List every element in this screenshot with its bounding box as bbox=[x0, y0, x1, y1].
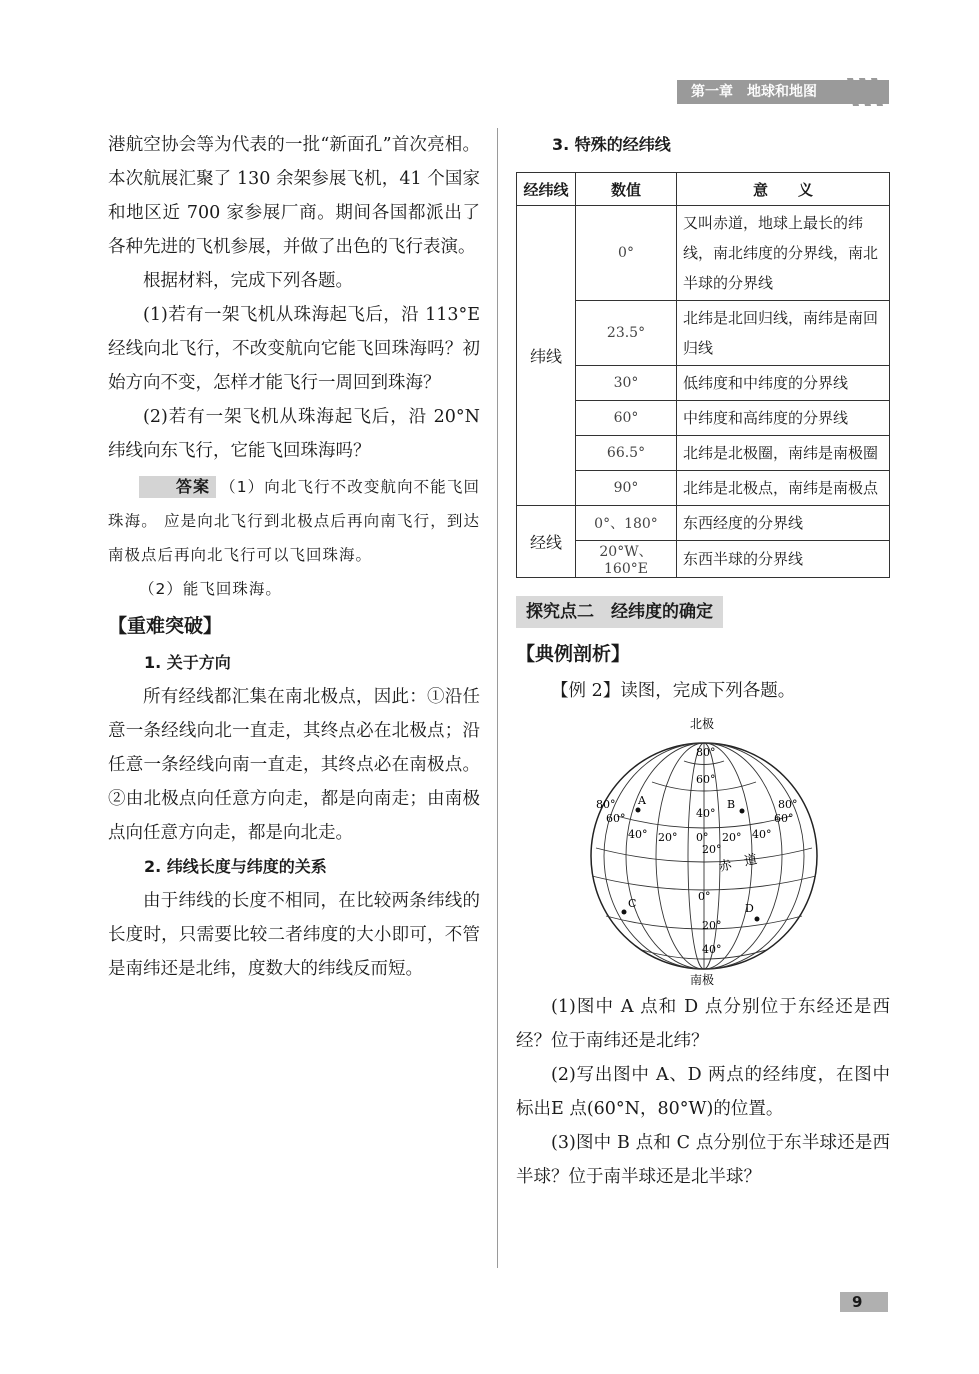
table-value: 66.5° bbox=[576, 436, 677, 471]
right-column bbox=[516, 128, 890, 1194]
question-2: (2)若有一架飞机从珠海起飞后，沿 20°N 纬线向东飞行，它能飞回珠海吗？ bbox=[108, 407, 480, 461]
lon-label: 20° bbox=[658, 831, 678, 844]
table-meaning: 低纬度和中纬度的分界线 bbox=[677, 366, 890, 401]
table-value: 23.5° bbox=[576, 301, 677, 366]
table-row bbox=[517, 206, 890, 301]
point-b-marker bbox=[740, 809, 745, 814]
answer-tag: 答案 bbox=[139, 476, 216, 498]
table-meaning: 东西半球的分界线 bbox=[677, 541, 890, 578]
point-a-label: A bbox=[638, 794, 646, 807]
table-value: 60° bbox=[576, 401, 677, 436]
heading-special-lines: 3. 特殊的经纬线 bbox=[552, 135, 671, 154]
table-value: 20°W、160°E bbox=[576, 541, 677, 578]
point-a-marker bbox=[636, 808, 641, 813]
direction-text: 所有经线都汇集在南北极点，因此：①沿任意一条经线向北一直走，其终点必在北极点；沿任意一条经线向南一直走，其终点必在南极点。②由北极点向任意方向走，都是向南走；由南极点向任意方向走，都是向北走。 bbox=[108, 687, 480, 843]
special-lines-table bbox=[516, 172, 890, 578]
lat-label: 40° bbox=[702, 943, 722, 956]
heading-latitude-length: 2. 纬线长度与纬度的关系 bbox=[144, 857, 327, 876]
point-c-label: C bbox=[628, 897, 637, 910]
lon-label: 80° bbox=[596, 798, 616, 811]
example-question-2: (2)写出图中 A、D 两点的经纬度，在图中标出E 点(60°N，80°W)的位置。 bbox=[516, 1065, 890, 1119]
table-header: 经纬线 bbox=[517, 173, 576, 206]
section-example: 【典例剖析】 bbox=[516, 643, 631, 665]
page-number: 9 bbox=[840, 1292, 888, 1312]
point-b-label: B bbox=[727, 798, 736, 811]
lon-label: 60° bbox=[606, 812, 626, 825]
lat-label: 80° bbox=[696, 746, 716, 759]
lat-label: 20° bbox=[702, 919, 722, 932]
table-meaning: 又叫赤道，地球上最长的纬线，南北纬度的分界线，南北半球的分界线 bbox=[677, 206, 890, 301]
section-key-points: 【重难突破】 bbox=[108, 615, 223, 637]
answer-1 bbox=[108, 470, 480, 572]
table-header-row bbox=[517, 173, 890, 206]
point-c-marker bbox=[622, 910, 627, 915]
table-row bbox=[517, 506, 890, 541]
table-meaning: 中纬度和高纬度的分界线 bbox=[677, 401, 890, 436]
table-meaning: 北纬是北极点，南纬是南极点 bbox=[677, 471, 890, 506]
header-stripes-icon bbox=[845, 78, 889, 106]
left-column bbox=[108, 128, 480, 986]
chapter-header: 第一章 地球和地图 bbox=[677, 80, 889, 104]
material-paragraph: 港航空协会等为代表的一批“新面孔”首次亮相。本次航展汇聚了 130 余架参展飞机，41 个国家和地区近 700 家参展厂商。期间各国都派出了各种先进的飞机参展，并做了出色的飞行表演。 bbox=[108, 135, 480, 257]
question-1: (1)若有一架飞机从珠海起飞后，沿 113°E经线向北飞行，不改变航向它能飞回珠海吗？初始方向不变，怎样才能飞行一周回到珠海？ bbox=[108, 305, 480, 393]
lon-label: 40° bbox=[752, 828, 772, 841]
globe-figure bbox=[584, 716, 824, 986]
group-longitude: 经线 bbox=[517, 506, 576, 578]
example-question-3: (3)图中 B 点和 C 点分别位于东半球还是西半球？位于南半球还是北半球？ bbox=[516, 1133, 890, 1187]
south-pole-label: 南极 bbox=[690, 973, 715, 986]
column-divider bbox=[497, 128, 498, 1268]
answer-1-text: （1）向北飞行不改变航向不能飞回珠海。 应是向北飞行到北极点后再向南飞行，到达南极点后再向北飞行可以飞回珠海。 bbox=[108, 478, 480, 564]
lat-label: 20° bbox=[702, 843, 722, 856]
lat-label: 40° bbox=[696, 807, 716, 820]
answer-2: （2）能飞回珠海。 bbox=[139, 580, 282, 598]
table-meaning: 东西经度的分界线 bbox=[677, 506, 890, 541]
point-d-marker bbox=[755, 917, 760, 922]
example-intro: 【例 2】读图，完成下列各题。 bbox=[551, 681, 796, 701]
table-meaning: 北纬是北回归线，南纬是南回归线 bbox=[677, 301, 890, 366]
table-value: 0°、180° bbox=[576, 506, 677, 541]
table-value: 0° bbox=[576, 206, 677, 301]
explore-heading: 探究点二 经纬度的确定 bbox=[516, 596, 723, 628]
latitude-length-text: 由于纬线的长度不相同，在比较两条纬线的长度时，只需要比较二者纬度的大小即可，不管是南纬还是北纬，度数大的纬线反而短。 bbox=[108, 891, 480, 979]
table-value: 30° bbox=[576, 366, 677, 401]
table-meaning: 北纬是北极圈，南纬是南极圈 bbox=[677, 436, 890, 471]
table-value: 90° bbox=[576, 471, 677, 506]
group-latitude: 纬线 bbox=[517, 206, 576, 506]
point-d-label: D bbox=[745, 902, 754, 915]
lat-label: 60° bbox=[696, 773, 716, 786]
lon-label: 20° bbox=[722, 831, 742, 844]
heading-direction: 1. 关于方向 bbox=[144, 653, 231, 672]
table-header: 意 义 bbox=[677, 173, 890, 206]
lon-label: 80° bbox=[778, 798, 798, 811]
lon-label: 40° bbox=[628, 828, 648, 841]
instruction: 根据材料，完成下列各题。 bbox=[143, 271, 353, 291]
lon-label: 60° bbox=[774, 812, 794, 825]
example-question-1: (1)图中 A 点和 D 点分别位于东经还是西经？位于南纬还是北纬？ bbox=[516, 997, 890, 1051]
lon-center-label: 0° bbox=[696, 831, 709, 844]
equator-label: 赤 道 bbox=[717, 852, 759, 875]
north-pole-label: 北极 bbox=[690, 717, 715, 731]
table-header: 数值 bbox=[576, 173, 677, 206]
lat-label: 0° bbox=[698, 890, 711, 903]
